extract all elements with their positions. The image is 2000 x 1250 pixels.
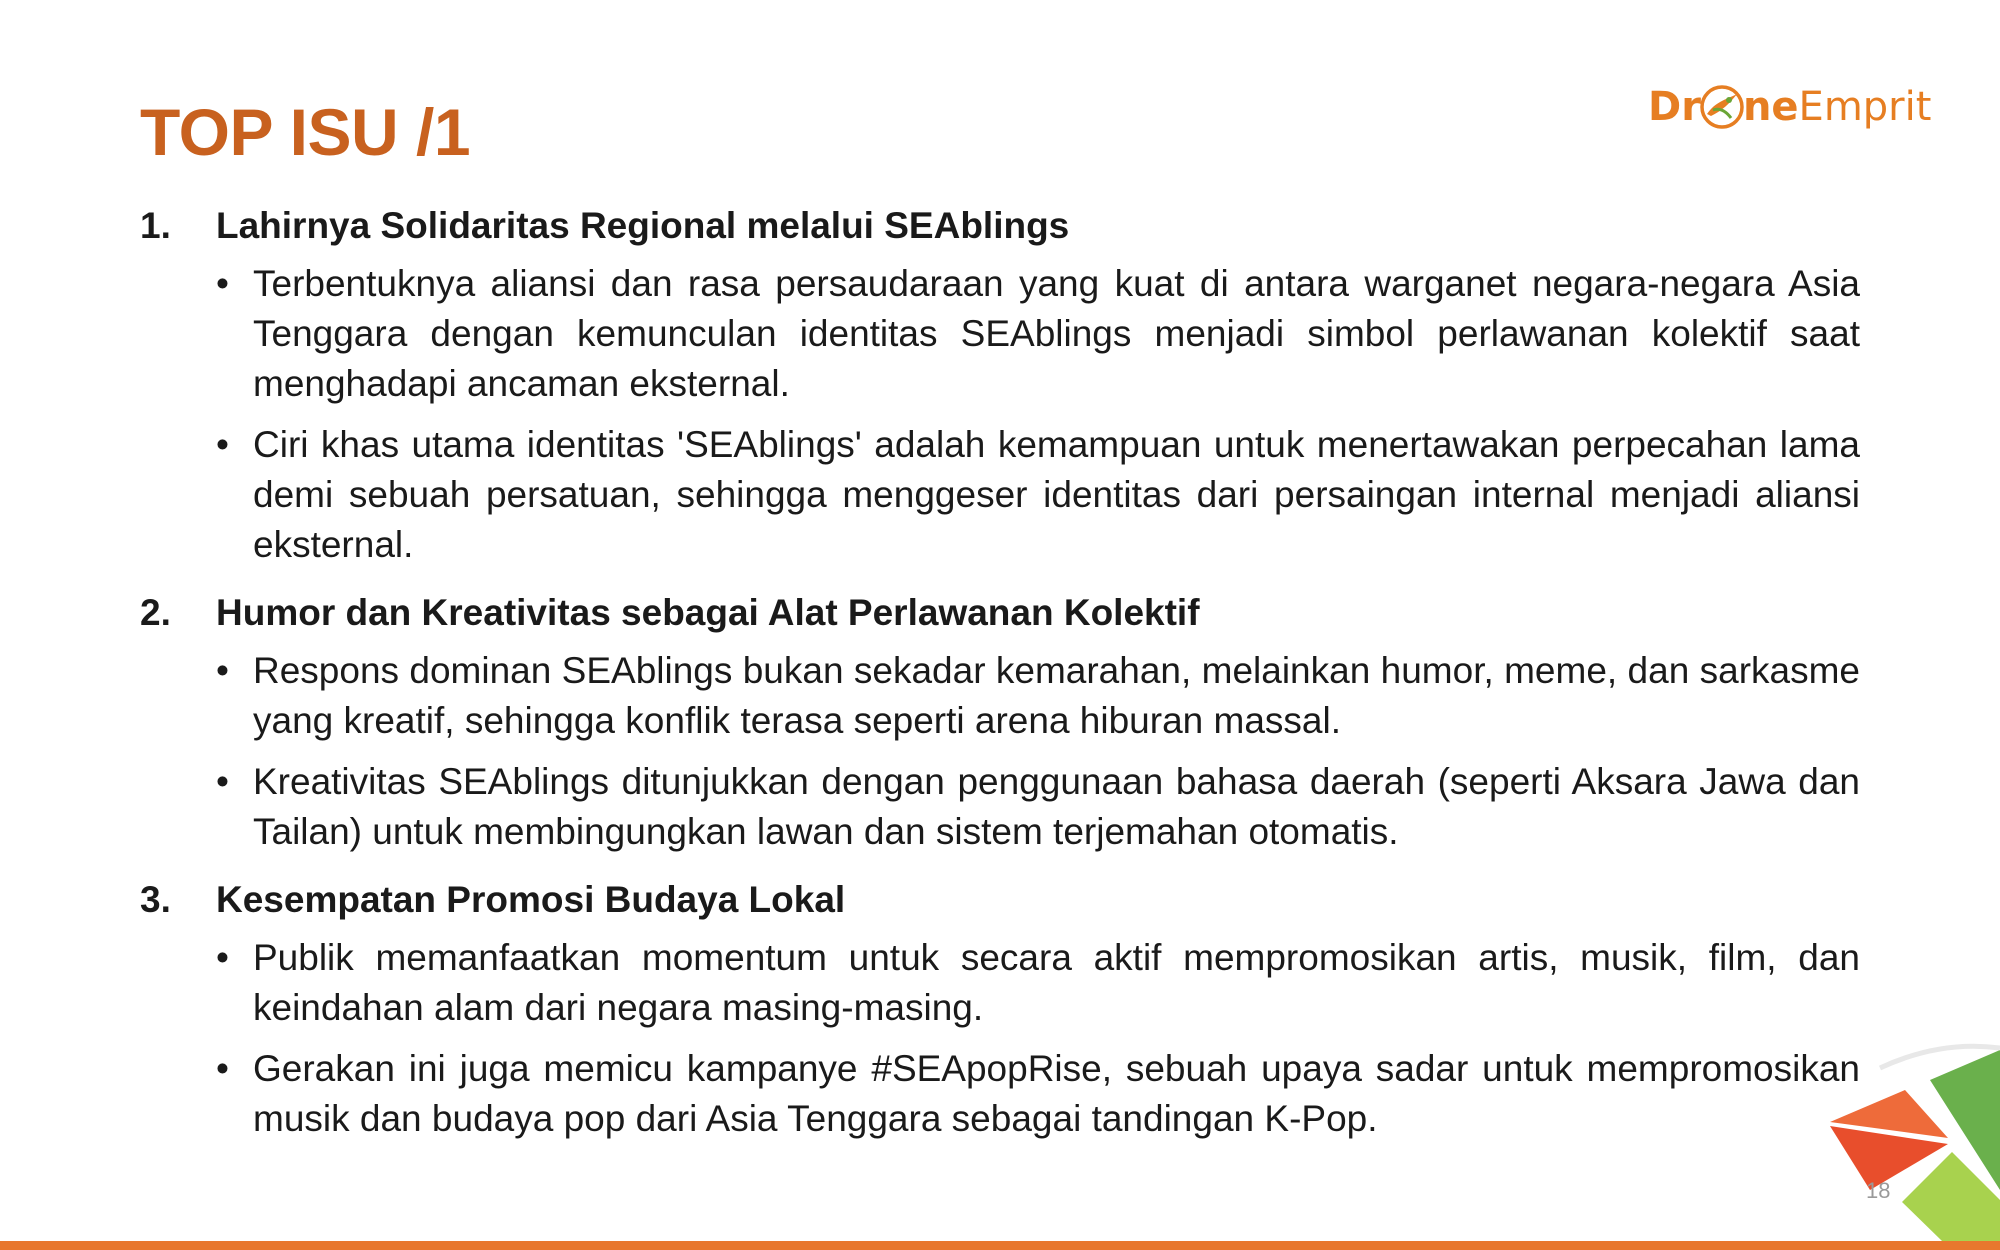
drone-emprit-logo — [1648, 70, 1931, 144]
page-number: 18 — [1866, 1178, 1891, 1203]
bullet-list — [140, 933, 1860, 1144]
drone-bird-icon — [1699, 84, 1745, 130]
section-heading — [140, 875, 1860, 925]
bullet-list — [140, 646, 1860, 857]
section-1 — [140, 201, 1860, 570]
bottom-bar — [0, 1241, 2000, 1250]
section-heading — [140, 201, 1860, 251]
bullet-item: • Ciri khas utama identitas 'SEAblings' adalah kemampuan untuk menertawakan perpecahan lama demi sebuah persatuan, sehingga menggeser identitas dari persaingan internal menjadi aliansi eksternal. — [216, 420, 1860, 570]
content-list — [140, 201, 1860, 1162]
slide-title: TOP ISU /1 — [140, 95, 471, 169]
logo-text-part3: Emprit — [1798, 84, 1932, 130]
section-heading-text: Kesempatan Promosi Budaya Lokal — [216, 879, 846, 920]
corner-decoration — [1830, 1040, 2000, 1241]
bullet-item: • Kreativitas SEAblings ditunjukkan dengan penggunaan bahasa daerah (seperti Aksara Jawa dan Tailan) untuk membingungkan lawan dan sistem terjemahan otomatis. — [216, 757, 1860, 857]
section-number: 3. — [140, 879, 171, 920]
bullet-item: • Respons dominan SEAblings bukan sekadar kemarahan, melainkan humor, meme, dan sarkasme yang kreatif, sehingga konflik terasa seperti arena hiburan massal. — [216, 646, 1860, 746]
bullet-item: • Publik memanfaatkan momentum untuk secara aktif mempromosikan artis, musik, film, dan keindahan alam dari negara masing-masing. — [216, 933, 1860, 1033]
bullet-list — [140, 259, 1860, 570]
bullet-item: • Terbentuknya aliansi dan rasa persaudaraan yang kuat di antara warganet negara-negara Asia Tenggara dengan kemunculan identitas SEAblings menjadi simbol perlawanan kolektif saat menghadapi ancaman eksternal. — [216, 259, 1860, 409]
section-number: 2. — [140, 592, 171, 633]
section-heading-text: Lahirnya Solidaritas Regional melalui SEAblings — [216, 205, 1070, 246]
section-heading-text: Humor dan Kreativitas sebagai Alat Perlawanan Kolektif — [216, 592, 1200, 633]
bullet-item: • Gerakan ini juga memicu kampanye #SEApopRise, sebuah upaya sadar untuk mempromosikan musik dan budaya pop dari Asia Tenggara sebagai tandingan K-Pop. — [216, 1044, 1860, 1144]
section-number: 1. — [140, 205, 171, 246]
logo-text-part2: ne — [1742, 84, 1799, 130]
logo-text-part1: Dr — [1648, 84, 1701, 130]
section-heading — [140, 588, 1860, 638]
section-2 — [140, 588, 1860, 857]
section-3 — [140, 875, 1860, 1144]
